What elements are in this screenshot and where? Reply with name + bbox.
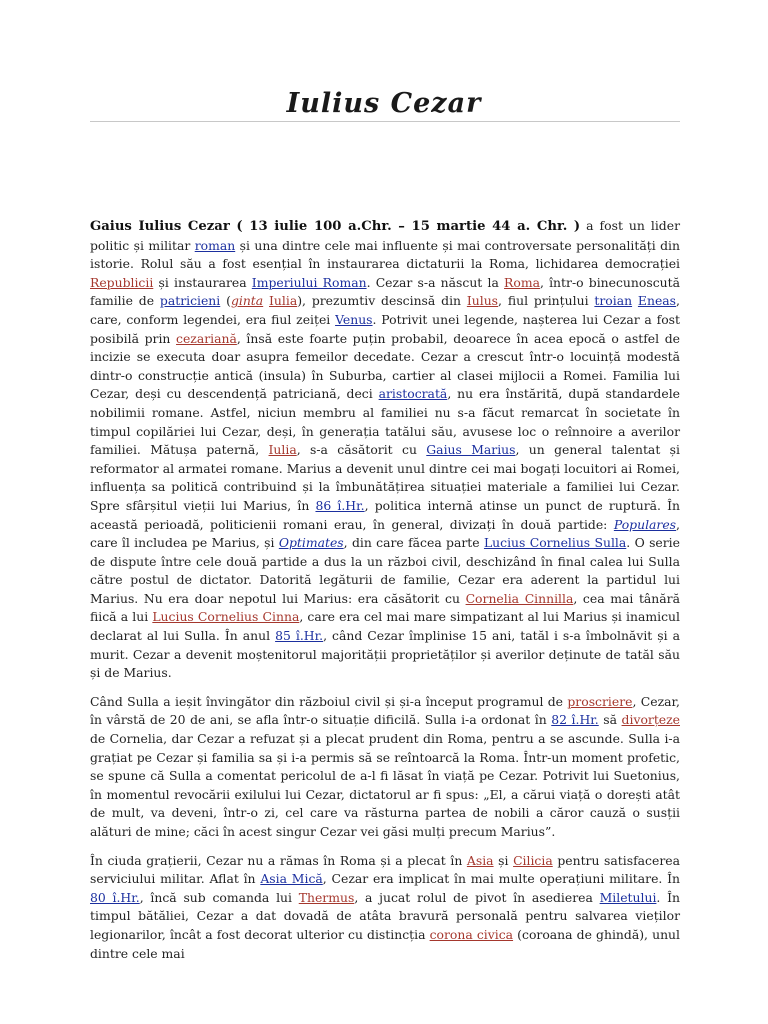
link-miletului[interactable]: Miletului: [599, 889, 657, 905]
link-thermus[interactable]: Thermus: [298, 889, 355, 905]
link-cornelia-cinnilla[interactable]: Cornelia Cinnilla: [465, 590, 574, 606]
link-ginta[interactable]: ginta: [230, 293, 264, 309]
link-eneas[interactable]: Eneas: [637, 293, 677, 309]
link-proscriere[interactable]: proscriere: [567, 693, 633, 709]
link-iulus[interactable]: Iulus: [466, 293, 499, 309]
paragraph-2: Când Sulla a ieșit învingător din războiul civil și și-a început programul de proscriere, Cezar, în vârstă de 20 de ani, se afla într-o situație dificilă. Sulla i-a ordonat în 82 î.Hr. să divorțeze de Cornelia, dar Cezar a refuzat și a plecat prudent din Roma, pentru a se ascunde. Sulla i-a grațiat pe Cezar și familia sa și i-a permis să se reîntoarcă la Roma. Într-un moment profetic, se spune că Sulla a comentat pericolul de a-l fi lăsat în viață pe Cezar. Potrivit lui Suetonius, în momentul revocării exilului lui Cezar, dictatorul ar fi spus: „El, a cărui viață o dorești atât de mult, va deveni, într-o zi, cel care va răsturna partea de nobili a căror cauză o susții alături de mine; căci în acest singur Cezar vei găsi mulți precum Marius”.: [90, 693, 680, 839]
article-body: [90, 217, 680, 973]
link-85-ihr[interactable]: 85 î.Hr.: [275, 628, 324, 644]
link-roma[interactable]: Roma: [504, 274, 540, 290]
title-divider: [90, 121, 680, 122]
link-asia-mica[interactable]: Asia Mică: [260, 871, 323, 887]
link-iulia-ginta[interactable]: Iulia: [269, 293, 298, 309]
link-gaius-marius[interactable]: Gaius Marius: [426, 442, 516, 458]
link-86-ihr[interactable]: 86 î.Hr.: [315, 497, 365, 513]
link-troian[interactable]: troian: [594, 293, 633, 309]
lead-sentence: Gaius Iulius Cezar ( 13 iulie 100 a.Chr. – 15 martie 44 a. Chr. ): [90, 219, 581, 234]
link-lucius-cornelius-sulla[interactable]: Lucius Cornelius Sulla: [483, 535, 627, 551]
link-aristocrata[interactable]: aristocrată: [378, 386, 448, 402]
link-corona-civica[interactable]: corona civica: [429, 926, 514, 942]
link-populares[interactable]: Populares: [613, 516, 677, 532]
paragraph-1: Gaius Iulius Cezar ( 13 iulie 100 a.Chr. – 15 martie 44 a. Chr. ) a fost un lider politic și militar roman și una dintre cele mai influente și mai controversate personalități din istorie. Rolul său a fost esențial în instaurarea dictaturii la Roma, lichidarea democrației Republicii și instaurarea Imperiului Roman. Cezar s-a născut la Roma, într-o binecunoscută familie de patricieni (ginta Iulia), prezumtiv descinsă din Iulus, fiul prințului troian Eneas, care, conform legendei, era fiul zeiței Venus. Potrivit unei legende, nașterea lui Cezar a fost posibilă prin cezariană, însă este foarte puțin probabil, deoarece în acea epocă o astfel de incizie se executa doar asupra femeilor decedate. Cezar a crescut într-o locuință modestă dintr-o construcție antică (insula) în Suburba, cartier al clasei mijlocii a Romei. Familia lui Cezar, deși cu descendență patriciană, deci aristocrată, nu era înstărită, după standardele nobilimii romane. Astfel, niciun membru al familiei nu s-a făcut remarcat în societate în timpul copilăriei lui Cezar, deși, în generația tatălui său, avusese loc o reînnoire a averilor familiei. Mătușa paternă, Iulia, s-a căsătorit cu Gaius Marius, un general talentat și reformator al armatei romane. Marius a devenit unul dintre cei mai bogați locuitori ai Romei, influența sa politică contribuind și la îmbunătățirea situației materiale a familiei lui Cezar. Spre sfârșitul vieții lui Marius, în 86 î.Hr., politica internă atinse un punct de ruptură. În această perioadă, politicienii romani erau, în general, divizați în două partide: Populares, care îl includea pe Marius, și Optimates, din care făcea parte Lucius Cornelius Sulla. O serie de dispute între cele două partide a dus la un război civil, deschizând în final calea lui Sulla către postul de dictator. Datorită legăturii de familie, Cezar era aderent la partidul lui Marius. Nu era doar nepotul lui Marius: era căsătorit cu Cornelia Cinnilla, cea mai tânără fiică a lui Lucius Cornelius Cinna, care era cel mai mare simpatizant al lui Marius și inamicul declarat al lui Sulla. În anul 85 î.Hr., când Cezar împlinise 15 ani, tatăl i s-a îmbolnăvit și a murit. Cezar a devenit moștenitorul majorității proprietăților și averilor deținute de tatăl său și de Marius.: [90, 218, 680, 681]
link-patricieni[interactable]: patricieni: [159, 293, 221, 309]
link-venus[interactable]: Venus: [335, 311, 373, 327]
link-cezariana[interactable]: cezariană: [176, 330, 237, 346]
paragraph-3: În ciuda grațierii, Cezar nu a rămas în Roma și a plecat în Asia și Cilicia pentru satisfacerea serviciului militar. Aflat în Asia Mică, Cezar era implicat în mai multe operațiuni militare. În 80 î.Hr., încă sub comanda lui Thermus, a jucat rolul de pivot în asedierea Miletului. În timpul bătăliei, Cezar a dat dovadă de atâta bravură personală pentru salvarea vieților legionarilor, încât a fost decorat ulterior cu distincția corona civica (coroana de ghindă), unul dintre cele mai: [90, 852, 681, 961]
link-iulia[interactable]: Iulia: [268, 442, 297, 458]
link-roman[interactable]: roman: [194, 237, 236, 253]
link-asia[interactable]: Asia: [466, 852, 494, 868]
link-optimates[interactable]: Optimates: [278, 535, 344, 551]
link-divorteze[interactable]: divorțeze: [621, 712, 680, 728]
link-cilicia[interactable]: Cilicia: [513, 852, 553, 868]
page-title: Iulius Cezar: [286, 88, 482, 119]
link-imperiului-roman[interactable]: Imperiului Roman: [251, 274, 367, 290]
link-lucius-cornelius-cinna[interactable]: Lucius Cornelius Cinna: [152, 609, 300, 625]
link-republicii[interactable]: Republicii: [90, 274, 154, 290]
link-80-ihr[interactable]: 80 î.Hr.: [90, 889, 140, 905]
link-82-ihr[interactable]: 82 î.Hr.: [551, 712, 599, 728]
